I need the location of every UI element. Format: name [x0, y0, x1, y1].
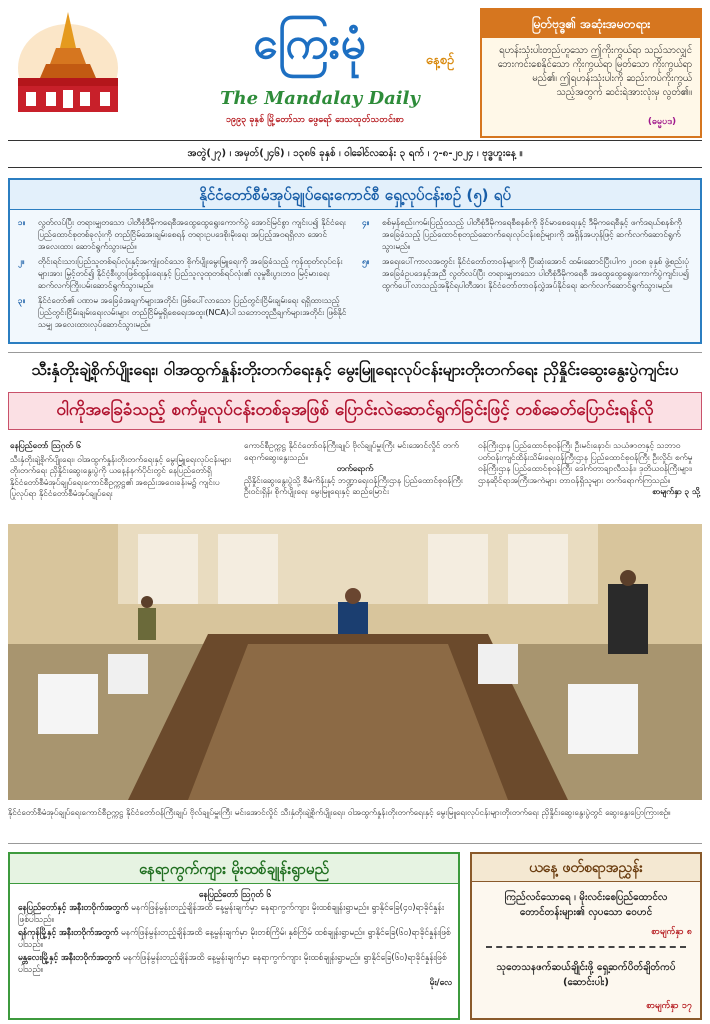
programme-text: အရေးပေါ်ကာလအတွင်း နိုင်ငံတော်တာဝန်များကို ပြီးဆုံးအောင် ထမ်းဆောင်ပြီးပါက ၂၀၀၈ ခုနှစ် ဖွဲ့စည်းပုံအခြေခံဥပဒေနှင့်အညီ လွတ်လပ်ပြီး တရားမျှတသော ပါတီစုံဒီမိုကရေစီ အထွေထွေရွေးကောက်ပွဲကျင်းပ၍ ထွက်ပေါ်လာသည့်အနိုင်ရပါတီအား နိုင်ငံတော်တာဝန်လွှဲအပ်နိုင်ရေး ဆက်လက်ဆောင်ရွက်သွားမည်။ [382, 256, 690, 290]
weather-line [18, 926, 452, 951]
todays-reading-box [470, 852, 702, 1020]
article-subheading: တက်ရောက် [336, 463, 374, 473]
programme-item [18, 255, 348, 291]
teaching-title: မြတ်ဗုဒ္ဓ၏ အဆုံးအမတရား [482, 10, 700, 38]
weather-title: နေရာကွက်ကျား မိုးထစ်ချုန်းရွာမည် [10, 854, 458, 884]
programme-number: ၅။ [362, 256, 370, 266]
programme-text: နိုင်ငံတော်၏ ပဏာမ အခြေခံအချက်များအတိုင်း ဖြစ်ပေါ်လာသော ပြည်တွင်းငြိမ်းချမ်းရေး ရရှိထားသည့် ပြည်တွင်းငြိမ်းချမ်းရေးလမ်းများ တည်ငြိမ်မှုရှိစေရေးအထူး(NCA)ပါ သဘောတူညီချက်များအတိုင်း ဖြစ်နိုင်သမျှ အလေးထားလုပ်ဆောင်သွားမည်။ [38, 295, 347, 329]
article-text: ကောင်စီဥက္ကဋ္ဌ နိုင်ငံတော်ဝန်ကြီးချုပ် ဗိုလ်ချုပ်မှူးကြီး မင်းအောင်လှိုင် တက်ရောက်ဆွေးနွေးသည်။ [244, 440, 459, 462]
newspaper-title: ကြေးမုံ [253, 18, 367, 69]
weather-dateline: နေပြည်တော် ဩဂုတ် ၆ [198, 889, 272, 899]
weather-city: မန္တလေးမြို့နှင့် အနီးတဝိုက်အတွက် [18, 951, 121, 962]
reading-page-ref[interactable]: စာမျက်နှာ ၁၇ [646, 1001, 692, 1011]
programmes-title: နိုင်ငံတော်စီမံအုပ်ချုပ်ရေးကောင်စီ ရှေ့လုပ်ငန်းစဉ် (၅) ရပ် [10, 180, 700, 210]
divider [486, 946, 686, 956]
weather-forecast-box [8, 852, 460, 1020]
reading-page-ref[interactable]: စာမျက်နှာ ၈ [651, 927, 692, 937]
issue-dateline: အတွဲ(၂၇) ၊ အမှတ်(၂၄၆) ၊ ၁၃၈၆ ခုနှစ် ၊ ဝါခေါင်လဆန်း ၃ ရက် ၊ ၇-၈-၂၀၂၄ ၊ ဗုဒ္ဓဟူးနေ့ ။ [8, 140, 702, 168]
meeting-photo [8, 524, 702, 800]
article-column-3 [478, 440, 700, 520]
future-programmes-box [8, 178, 702, 344]
weather-line [18, 901, 452, 926]
continued-link[interactable]: စာမျက်နှာ ၃ သို့ [652, 486, 700, 496]
programme-text: စစ်မှန်စည်းကမ်းပြည့်ဝသည့် ပါတီစုံဒီမိုကရေစီစနစ်ကို ခိုင်မာစေရေးနှင့် ဒီမိုကရေစီနှင့် ဖက်ဒရယ်စနစ်ကို အခြေခံသည့် ပြည်ထောင်စုတည်ဆောက်ရေးလုပ်ငန်းစဉ်များကို အရှိန်အဟုန်ဖြင့် ဆက်လက်ဆောင်ရွက်သွားမည်။ [382, 217, 682, 251]
main-headline[interactable]: သီးနှံတိုးချဲ့စိုက်ပျိုးရေး၊ ဝါအထွက်နှုန်းတိုးတက်ရေးနှင့် မွေးမြူရေးလုပ်ငန်းများတိုးတက်ရေး ညှိနှိုင်းဆွေးနွေးပွဲကျင်းပ [8, 352, 702, 386]
reading-item[interactable]: ကြည်လင်သောရေ ၊ မိုးလင်းစေပြည်ထောင်လ တောင်တန်းများ၏ လှပသော ဝေဟင် [504, 892, 668, 918]
programme-text: လွတ်လပ်ပြီး တရားမျှတသော ပါတီစုံဒီမိုကရေစီအထွေထွေရွေးကောက်ပွဲ အောင်မြင်စွာ ကျင်းပ၍ နိုင်ငံရေး ပြည်ထောင်စုတစ်ခုလုံးကို တည်ငြိမ်အေးချမ်းစေရန် တရားဥပဒေစိုးမိုးရေး အပြည့်အဝရရှိလာ အောင် အလေးထား ဆောင်ရွက်သွားမည်။ [38, 217, 346, 251]
programmes-left-column [18, 216, 348, 340]
programme-item [362, 216, 692, 252]
article-text: ဝန်ကြီးဌာန ပြည်ထောင်စုဝန်ကြီး ဦးမင်းနောင်၊ သယံဇာတနှင့် သဘာဝပတ်ဝန်းကျင်ထိန်းသိမ်းရေးဝန်ကြီးဌာန ပြည်ထောင်စုဝန်ကြီး ဦးလှိုင်၊ စက်မှုဝန်ကြီးဌာန ပြည်ထောင်စုဝန်ကြီး ဒေါက်တာချာလီသန်း၊ ဒုတိယဝန်ကြီးများ၊ ဌာနဆိုင်ရာအကြီးအကဲများ တာဝန်ရှိသူများ တက်ရောက်ကြသည်။ [478, 440, 693, 485]
weather-text: မနက်ဖြန်မွန်းတည့်ချိန်အထိ နေ့မွန်းချက်မှာ နေရာကွက်ကျား မိုးထစ်ချုန်းရွာမည်။ ရွာနိုင်ခြေ(၄၀)ရာခိုင်နှုန်းဖြစ်ပါသည်။ [18, 901, 444, 924]
weather-text: မနက်ဖြန်မွန်းတည့်ချိန်အထိ နေ့မွန်းချက်မှာ နေရာကွက်ကျား မိုးထစ်ချုန်းရွာမည်။ ရွာနိုင်ခြေ(၆၀)ရာခိုင်နှုန်းဖြစ်ပါသည်။ [18, 951, 447, 974]
photo-caption: နိုင်ငံတော်စီမံအုပ်ချုပ်ရေးကောင်စီဥက္ကဋ္ဌ နိုင်ငံတော်ဝန်ကြီးချုပ် ဗိုလ်ချုပ်မှူးကြီး မင်းအောင်လှိုင် သီးနှံတိုးချဲ့စိုက်ပျိုးရေး၊ ဝါအထွက်နှုန်းတိုးတက်ရေးနှင့် မွေးမြူရေးလုပ်ငန်းများတိုးတက်ရေး ညှိနှိုင်းဆွေးနွေးပွဲတွင် ဆွေးနွေးပြောကြားစဉ်။ [8, 804, 702, 844]
weather-city: ရန်ကုန်မြို့နှင့် အနီးတဝိုက်အတွက် [18, 926, 119, 937]
reading-item[interactable]: သုတေသနဖက်ဆယ်ချိုင်းဖို့ ရှေ့ဆက်ပိတ်ချိတ်ကပ် (ဆောင်းပါး) [496, 962, 676, 988]
programmes-right-column [362, 216, 692, 340]
teaching-text: ရဟန်းသုံးပါးတည်ဟူသော ဤကိုးကွယ်ရာ သည်သာလျှင် ဘေးကင်းစေနိုင်သော ကိုးကွယ်ရာ မြတ်သော ကိုးကွယ်ရာမည်၏၊ ဤရဟန်းသုံးပါးကို ဆည်းကပ်ကိုးကွယ်သည့်အတွက် ဆင်းရဲအားလုံးမှ လွတ်၏။ [497, 45, 692, 98]
article-text: ညှိနှိုင်းဆွေးနွေးပွဲသို့ စီမံကိန်းနှင့် ဘဏ္ဍာရေးဝန်ကြီးဌာန ပြည်ထောင်စုဝန်ကြီး ဦးဝင်းရှိန်၊ စိုက်ပျိုးရေး မွေးမြူရေးနှင့် ဆည်မြောင်း [244, 474, 463, 496]
programme-number: ၃။ [18, 295, 26, 305]
programme-text: တိုင်းရင်းသားပြည်သူတစ်ရပ်လုံးနှင့်အကျုံးဝင်သော စိုက်ပျိုးမွေးမြူရေးကို အခြေခံသည့် ကုန်ထုတ်လုပ်ငန်းများအား မြှင့်တင်၍ နိုင်ငံ့စီးပွားဖြစ်ထွန်းရေးနှင့် ပြည်သူလူထုတစ်ရပ်လုံး၏ လူမှုစီးပွားဘဝ မြင့်မားရေး ဆက်လက်ကြိုးပမ်းဆောင်ရွက်သွားမည်။ [38, 256, 343, 290]
pagoda-emblem-icon [8, 8, 128, 120]
weather-text: မနက်ဖြန်မွန်းတည့်ချိန်အထိ နေ့မွန်းချက်မှာ မိုးတစ်ကြိမ်၊ နှစ်ကြိမ် ထစ်ချုန်းရွာမည်။ ရွာနိုင်ခြေ(၆၀)ရာခိုင်နှုန်းဖြစ်ပါသည်။ [18, 926, 451, 949]
newspaper-subtitle: နေ့စဉ် [425, 53, 455, 68]
reading-title: ယနေ့ ဖတ်စရာအညွှန်း [472, 854, 700, 882]
programme-item [18, 216, 348, 252]
programme-number: ၄။ [362, 217, 370, 227]
programme-number: ၂။ [18, 256, 25, 266]
article-column-1 [10, 440, 232, 520]
programme-item [18, 294, 348, 330]
weather-signature: မိုး/လေ [429, 976, 452, 987]
buddha-teaching-box [480, 8, 702, 138]
weather-line [18, 951, 452, 976]
weather-city: နေပြည်တော်နှင့် အနီးတဝိုက်အတွက် [18, 901, 129, 912]
programme-number: ၁။ [18, 217, 26, 227]
newspaper-tagline: ၁၉၉၃ ခုနှစ် မြို့တော်သာ ဖွေရော် ဒေသထုတ်သတင်းစာ [225, 115, 405, 125]
meeting-room-image [8, 524, 702, 800]
secondary-headline[interactable]: ဝါကိုအခြေခံသည့် စက်မှုလုပ်ငန်းတစ်ခုအဖြစ် ပြောင်းလဲဆောင်ရွက်ခြင်းဖြင့် တစ်ခေတ်ပြောင်းရန်လို [8, 392, 702, 430]
article-text: သီးနှံတိုးချဲ့စိုက်ပျိုးရေး၊ ဝါအထွက်နှုန်းတိုးတက်ရေးနှင့် မွေးမြူရေးလုပ်ငန်းများတိုးတက်ရေး ညှိနှိုင်းဆွေးနွေးပွဲကို ယနေ့နံနက်ပိုင်းတွင် နေပြည်တော်ရှိ နိုင်ငံတော်စီမံအုပ်ချုပ်ရေးကောင်စီဥက္ကဋ္ဌ၏ အစည်းအဝေးခန်းမ၌ ကျင်းပပြုလုပ်ရာ နိုင်ငံတော်စီမံအုပ်ချုပ်ရေး [10, 453, 232, 498]
article-byline: နေပြည်တော် ဩဂုတ် ၆ [10, 440, 81, 450]
teaching-source: (ဓမ္မပဒ) [647, 117, 677, 127]
programme-item [362, 255, 692, 291]
weather-body [18, 888, 452, 1018]
newspaper-english-title: The Mandalay Daily [220, 88, 420, 109]
article-column-2 [244, 440, 466, 520]
